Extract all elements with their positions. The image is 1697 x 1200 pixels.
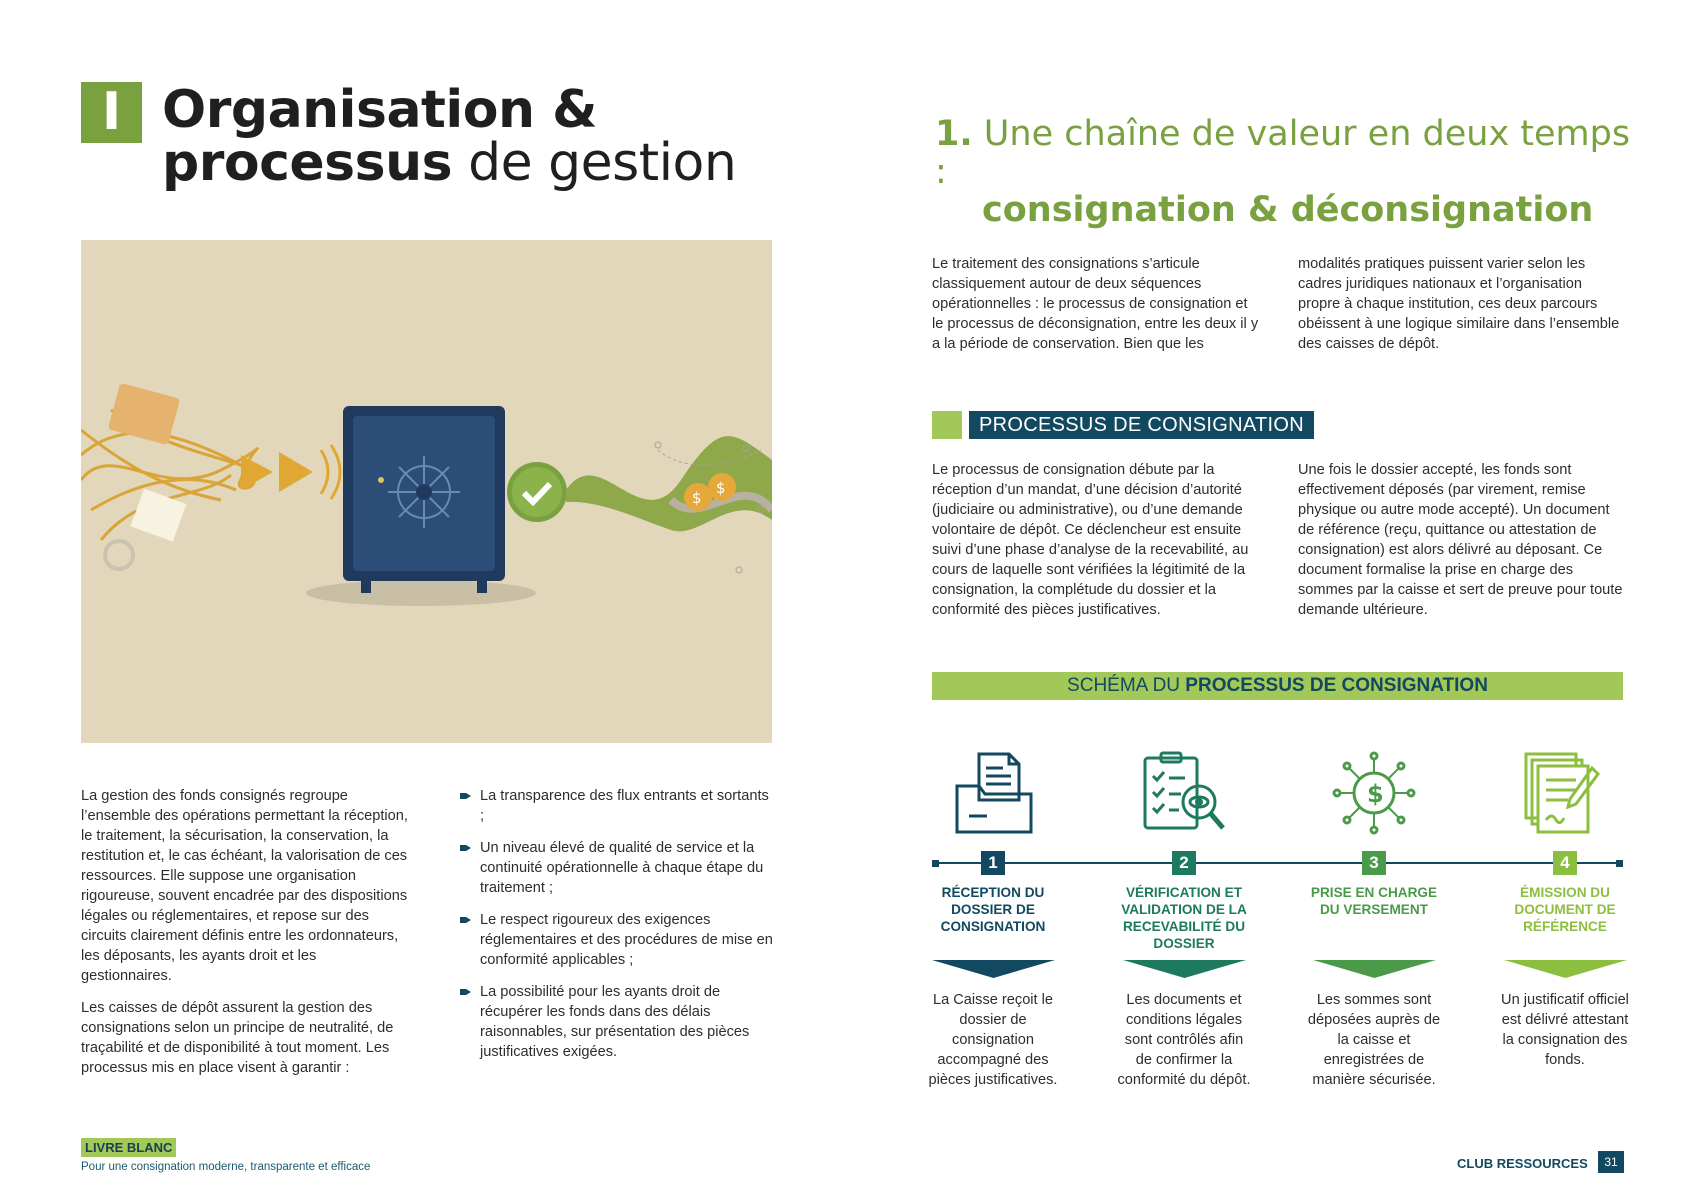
bullet-arrow-icon (460, 844, 471, 852)
footer-brand: CLUB RESSOURCES (1457, 1156, 1588, 1171)
safe-illustration (81, 240, 772, 743)
svg-text:$: $ (716, 479, 726, 497)
heading-line1: Une chaîne de valeur en deux temps : (935, 114, 1631, 192)
list-item: Un niveau élevé de qualité de service et la continuité opérationnelle à chaque étape du traitement ; (460, 838, 775, 898)
list-item: La possibilité pour les ayants droit de récupérer les fonds dans des délais raisonnables, sur présentation des pièces justificatives exigées. (460, 982, 775, 1062)
step-description: La Caisse reçoit le dossier de consignation accompagné des pièces justificatives. (928, 992, 1058, 1088)
chevron-down-icon (1313, 960, 1436, 978)
step-title: VÉRIFICATION ET VALIDATION DE LA RECEVABILITÉ DU DOSSIER (1121, 885, 1247, 951)
process-heading: PROCESSUS DE CONSIGNATION (969, 411, 1314, 439)
step-title: ÉMISSION DU DOCUMENT DE RÉFÉRENCE (1514, 885, 1616, 934)
title-line2-bold: processus (162, 133, 453, 193)
page-title (162, 80, 737, 193)
heading-number: 1. (935, 114, 973, 154)
chevron-down-icon (1123, 960, 1246, 978)
guarantees-list (460, 786, 775, 1074)
step-description: Les sommes sont déposées auprès de la caisse et enregistrées de manière sécurisée. (1307, 992, 1441, 1088)
process-timeline (932, 860, 1623, 866)
step-title: RÉCEPTION DU DOSSIER DE CONSIGNATION (940, 885, 1046, 934)
list-item: La transparence des flux entrants et sortants ; (460, 786, 775, 826)
dollar-gear-icon (1331, 750, 1417, 836)
intro-column-2: modalités pratiques puissent varier selon les cadres juridiques nationaux et l’organisation propre à chaque institution, ces deux parcours obéissent à une logique similaire dans l’ensemble des caisses de dépôt. (1298, 256, 1620, 352)
page-number: 31 (1598, 1151, 1624, 1173)
process-column-1: Le processus de consignation débute par la réception d’un mandat, d’une décision d’autorité (judiciaire ou administrative), ou d’une demande volontaire de dépôt. Ce déclencheur est ensuite suivi d’une phase d’analyse de la recevabilité, au cours de laquelle sont vérifiées la légitimité de la consignation, la complétude du dossier et la conformité des pièces justificatives. (932, 462, 1249, 618)
step-number: 3 (1362, 851, 1386, 875)
checklist-magnifier-icon (1141, 750, 1227, 836)
step-description: Les documents et conditions légales sont contrôlés afin de confirmer la conformité du dépôt. (1117, 992, 1251, 1088)
step-description: Un justificatif officiel est délivré attestant la consignation des fonds. (1501, 992, 1629, 1068)
title-line1: Organisation & (162, 80, 597, 140)
footer-subtitle: Pour une consignation moderne, transparente et efficace (81, 1161, 371, 1173)
bullet-arrow-icon (460, 988, 471, 996)
heading-square (932, 411, 962, 439)
intro-text (81, 786, 411, 1090)
bullet-arrow-icon (460, 792, 471, 800)
intro-column-1: Le traitement des consignations s’articule classiquement autour de deux séquences opérationnelles : le processus de consignation et le processus de déconsignation, entre les deux il y a la période de conservation. Bien que les (932, 256, 1259, 352)
svg-text:$: $ (1367, 780, 1384, 808)
process-column-2: Une fois le dossier accepté, les fonds sont effectivement déposés (par virement, remise physique ou autre mode accepté). Un document de référence (reçu, quittance ou attestation de consignation) est alors délivré au déposant. Ce document formalise la prise en charge des sommes par la caisse et sert de preuve pour toute demande ultérieure. (1298, 462, 1623, 618)
signed-document-icon (1522, 750, 1602, 836)
title-line2-light: de gestion (452, 133, 737, 193)
bullet-arrow-icon (460, 916, 471, 924)
intro-paragraph-2: Les caisses de dépôt assurent la gestion des consignations selon un principe de neutralité, de traçabilité et de disponibilité à tout moment. Les processus mis en place visent à garantir : (81, 1000, 394, 1076)
svg-text:$: $ (692, 489, 702, 507)
folder-documents-icon (953, 750, 1037, 836)
step-number: 4 (1553, 851, 1577, 875)
chevron-down-icon (1504, 960, 1627, 978)
intro-paragraph-1: La gestion des fonds consignés regroupe l’ensemble des opérations permettant la réception, le traitement, la sécurisation, la conservation, la restitution et, le cas échéant, la valorisation de ces ressources. Elle suppose une organisation rigoureuse, souvent encadrée par des dispositions légales ou réglementaires, et repose sur des circuits clairement définis entre les ordonnateurs, les déposants, les ayants droit et les gestionnaires. (81, 788, 408, 984)
schema-heading-bold: PROCESSUS DE CONSIGNATION (1185, 675, 1488, 696)
section-heading (935, 115, 1635, 229)
step-title: PRISE EN CHARGE DU VERSEMENT (1310, 885, 1438, 917)
step-number: 1 (981, 851, 1005, 875)
footer-tag: LIVRE BLANC (81, 1138, 176, 1157)
chevron-down-icon (932, 960, 1055, 978)
schema-heading (932, 672, 1623, 700)
list-item: Le respect rigoureux des exigences réglementaires et des procédures de mise en conformité applicables ; (460, 910, 775, 970)
heading-line2: consignation & déconsignation (982, 190, 1594, 230)
schema-heading-light: SCHÉMA DU (1067, 675, 1186, 696)
step-number: 2 (1172, 851, 1196, 875)
section-number-badge: I (81, 82, 142, 143)
